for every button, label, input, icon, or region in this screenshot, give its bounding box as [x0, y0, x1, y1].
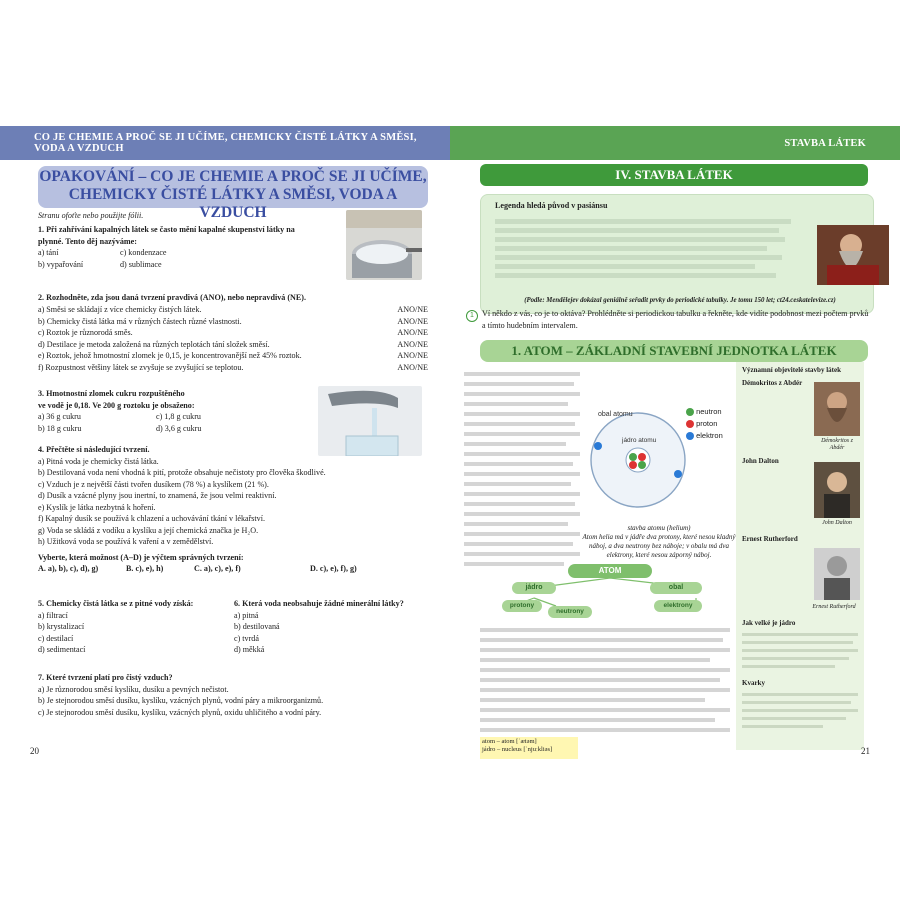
oktava-task: Ví někdo z vás, co je to oktáva? Prohlédněte si periodickou tabulku a řekněte, kde vidíte podobnost mezi počtem prvků a tímto hudebním intervalem. [482, 309, 869, 330]
q4-choice-C: C. a), c), e), f) [194, 564, 241, 573]
q4-statement-b: b) Destilovaná voda není vhodná k pití, protože obsahuje nečistoty pro člověka škodlivé. [38, 468, 326, 477]
neutral-atom-text [480, 622, 730, 738]
question-5 [38, 598, 228, 656]
q4-statement-e: e) Kyslík je látka nezbytná k hoření. [38, 502, 156, 512]
q2-statement-f: f) Rozpustnost většiny látek se zvyšuje se zvyšující se teplotou. [38, 362, 244, 372]
q2-statement-d: d) Destilace je metoda založená na různých teplotách tání složek směsí. [38, 339, 270, 349]
q2-answer-column [372, 304, 428, 373]
q5-option-c: c) destilací [38, 633, 74, 643]
q6-heading: 6. Která voda neobsahuje žádné minerální látky? [234, 599, 404, 608]
q4-choose-prompt: Vyberte, která možnost (A–D) je výčtem správných tvrzení: [38, 552, 244, 562]
title-line-1: OPAKOVÁNÍ – CO JE CHEMIE A PROČ SE JI UČÍME, [39, 168, 427, 185]
q3-option-a: a) 36 g cukru [38, 412, 81, 421]
q5-option-a: a) filtrací [38, 610, 68, 620]
particle-key [686, 406, 723, 442]
q6-option-b: b) destilovaná [234, 622, 280, 631]
book-spread [0, 126, 900, 766]
boiling-pot-photo [346, 210, 422, 280]
q4-choice-A: A. a), b), c), d), g) [38, 564, 99, 573]
legend-text-block [495, 215, 791, 285]
q3-option-c: c) 1,8 g cukru [156, 412, 201, 421]
q4-statement-d: d) Dusík a vzácné plyny jsou inertní, to znamená, že jsou velmi reaktivní. [38, 491, 277, 500]
dalton-caption: John Dalton [822, 520, 852, 526]
q4-choice-D: D. c), e), f), g) [310, 564, 357, 573]
q2-heading: 2. Rozhodněte, zda jsou daná tvrzení pravdivá (ANO), nebo nepravdivá (NE). [38, 293, 306, 302]
q2-statement-b: b) Chemicky čistá látka má v různých částech různé vlastnosti. [38, 316, 242, 326]
q1-option-b: b) vypařování [38, 259, 84, 269]
question-6 [234, 598, 434, 656]
q4-statement-a: a) Pitná voda je chemicky čistá látka. [38, 456, 159, 466]
q5-heading: 5. Chemicky čistá látka se z pitné vody získá: [38, 599, 194, 608]
section-title: 1. ATOM – ZÁKLADNÍ STAVEBNÍ JEDNOTKA LÁTEK [480, 340, 868, 362]
caption-text: Atom helia má v jádře dva protony, které nesou kladný náboj, a dva neutrony bez náboje; v obalu má dva elektrony, které nesou záporný náboj. [582, 533, 736, 559]
gloss-nucleus: jádro – nucleus [ˈnjuːkliəs] [482, 746, 553, 753]
q2-answer-e: ANO/NE [397, 351, 428, 360]
q4-heading: 4. Přečtěte si následující tvrzení. [38, 445, 150, 454]
q6-option-c: c) tvrdá [234, 633, 259, 643]
right-header-band: STAVBA LÁTEK [450, 126, 900, 160]
q4-choice-B: B. c), e), h) [126, 564, 164, 573]
left-page [0, 126, 450, 766]
proton-key: proton [696, 419, 718, 428]
democritus-portrait [814, 382, 860, 436]
rutherford-caption: Ernest Rutherford [812, 604, 856, 610]
question-7 [38, 672, 428, 718]
q7-option-a: a) Je různorodou směsí kyslíku, dusíku a pevných nečistot. [38, 684, 229, 694]
q7-option-c: c) Je stejnorodou směsí dusíku, kyslíku, vzácných plynů, oxidu uhličitého a vodní páry. [38, 707, 322, 717]
flow-jadro: jádro [512, 582, 556, 594]
nucleus-label: jádro atomu [622, 437, 657, 444]
title-line-2: CHEMICKY ČISTÉ LÁTKY A SMĚSI, VODA A VZDUCH [68, 186, 398, 221]
electron-key: elektron [696, 431, 723, 440]
left-header-band: CO JE CHEMIE A PROČ SE JI UČÍME, CHEMICKY ČISTÉ LÁTKY A SMĚSI, VODA A VZDUCH [0, 126, 450, 160]
flow-atom: ATOM [568, 564, 652, 578]
glossary-box [480, 737, 578, 759]
question-4 [38, 444, 428, 575]
q4-statement-c: c) Vzduch je z největší části tvořen dusíkem (78 %) a kyslíkem (21 %). [38, 479, 269, 489]
q5-option-d: d) sedimentací [38, 645, 86, 654]
mendeleev-portrait [817, 225, 889, 285]
rutherford-name: Ernest Rutherford [742, 535, 798, 543]
flow-neutrony: neutrony [548, 606, 592, 618]
q2-answer-d: ANO/NE [397, 339, 428, 349]
question-3 [38, 388, 308, 434]
q7-option-b: b) Je stejnorodou směsí dusíku, kyslíku, vzácných plynů, vodní páry a mikroorganizmů. [38, 696, 324, 705]
democritus-caption: Démokritos z Abdér [821, 438, 853, 451]
q2-answer-f: ANO/NE [397, 362, 428, 372]
democritus-name: Démokritos z Abdér [742, 379, 803, 387]
proton-icon [686, 420, 694, 428]
q4-statement-h: h) Užitková voda se používá k vaření a v zemědělství. [38, 537, 214, 546]
dalton-portrait [814, 462, 860, 518]
atom-intro-text [464, 366, 580, 572]
legend-source: (Podle: Mendělejev dokázal geniálně seřadit prvky do periodické tabulky. Je tomu 150 let; ct24.ceskatelevize.cz) [524, 297, 836, 304]
q2-statement-c: c) Roztok je různorodá směs. [38, 328, 133, 337]
right-page [450, 126, 900, 766]
copy-note: Stranu ofoťte nebo použijte fólii. [38, 211, 144, 220]
nucleus-size-heading: Jak velké je jádro [742, 619, 796, 627]
flow-elektrony: elektrony [654, 600, 702, 612]
q3-option-b: b) 18 g cukru [38, 423, 82, 433]
q2-answer-a: ANO/NE [397, 305, 428, 314]
page-number-right: 21 [861, 746, 870, 756]
q2-statement-a: a) Směsi se skládají z více chemicky čistých látek. [38, 305, 202, 314]
q3-line1: 3. Hmotnostní zlomek cukru rozpuštěného [38, 389, 185, 398]
flow-protony: protony [502, 600, 542, 612]
q3-option-d: d) 3,6 g cukru [156, 423, 202, 433]
legend-box [480, 194, 874, 314]
q2-statement-e: e) Roztok, jehož hmotnostní zlomek je 0,15, je koncentrovanější než 45% roztok. [38, 351, 302, 360]
flow-obal: obal [650, 582, 702, 594]
q4-statement-f: f) Kapalný dusík se používá k chlazení a uchovávání tkání v lékařství. [38, 514, 266, 523]
q6-option-a: a) pitná [234, 610, 259, 620]
q1-option-d: d) sublimace [120, 259, 162, 269]
q2-answer-c: ANO/NE [397, 328, 428, 337]
q6-option-d: d) měkká [234, 645, 265, 654]
sidebar-heading: Významní objevitelé stavby látek [742, 366, 841, 374]
rutherford-portrait [814, 548, 860, 600]
q1-option-a: a) tání [38, 248, 59, 257]
shell-label: obal atomu [598, 411, 633, 418]
neutron-icon [686, 408, 694, 416]
q3-line2: ve vodě je 0,18. Ve 200 g roztoku je obsaženo: [38, 400, 195, 410]
gloss-atom: atom – atom [ˈætəm] [482, 738, 537, 745]
nucleus-size-text [742, 628, 858, 673]
neutron-key: neutron [696, 407, 722, 416]
q2-statements [38, 304, 358, 373]
q2-answer-b: ANO/NE [397, 316, 428, 326]
legend-title: Legenda hledá původ v pasiánsu [495, 201, 608, 210]
dalton-name: John Dalton [742, 457, 779, 465]
quarks-heading: Kvarky [742, 679, 765, 687]
q4-statement-g: g) Voda se skládá z vodíku a kyslíku a její chemická značka je H₂O. [38, 525, 259, 535]
diagram-caption [582, 524, 736, 560]
q1-option-c: c) kondenzace [120, 248, 167, 257]
caption-title: stavba atomu (helium) [627, 524, 691, 532]
info-icon: 1 [466, 310, 478, 322]
q7-heading: 7. Které tvrzení platí pro čistý vzduch? [38, 673, 173, 682]
q5-option-b: b) krystalizací [38, 622, 85, 631]
quarks-text [742, 688, 858, 733]
chapter-title: IV. STAVBA LÁTEK [480, 164, 868, 186]
discoverers-sidebar [736, 362, 864, 750]
q1-line1: 1. Při zahřívání kapalných látek se často mění kapalné skupenství látky na [38, 225, 295, 234]
page-number-left: 20 [30, 746, 39, 756]
question-2 [38, 292, 428, 304]
question-1 [38, 224, 338, 270]
q1-line2: plynné. Tento děj nazýváme: [38, 236, 137, 246]
electron-icon [686, 432, 694, 440]
